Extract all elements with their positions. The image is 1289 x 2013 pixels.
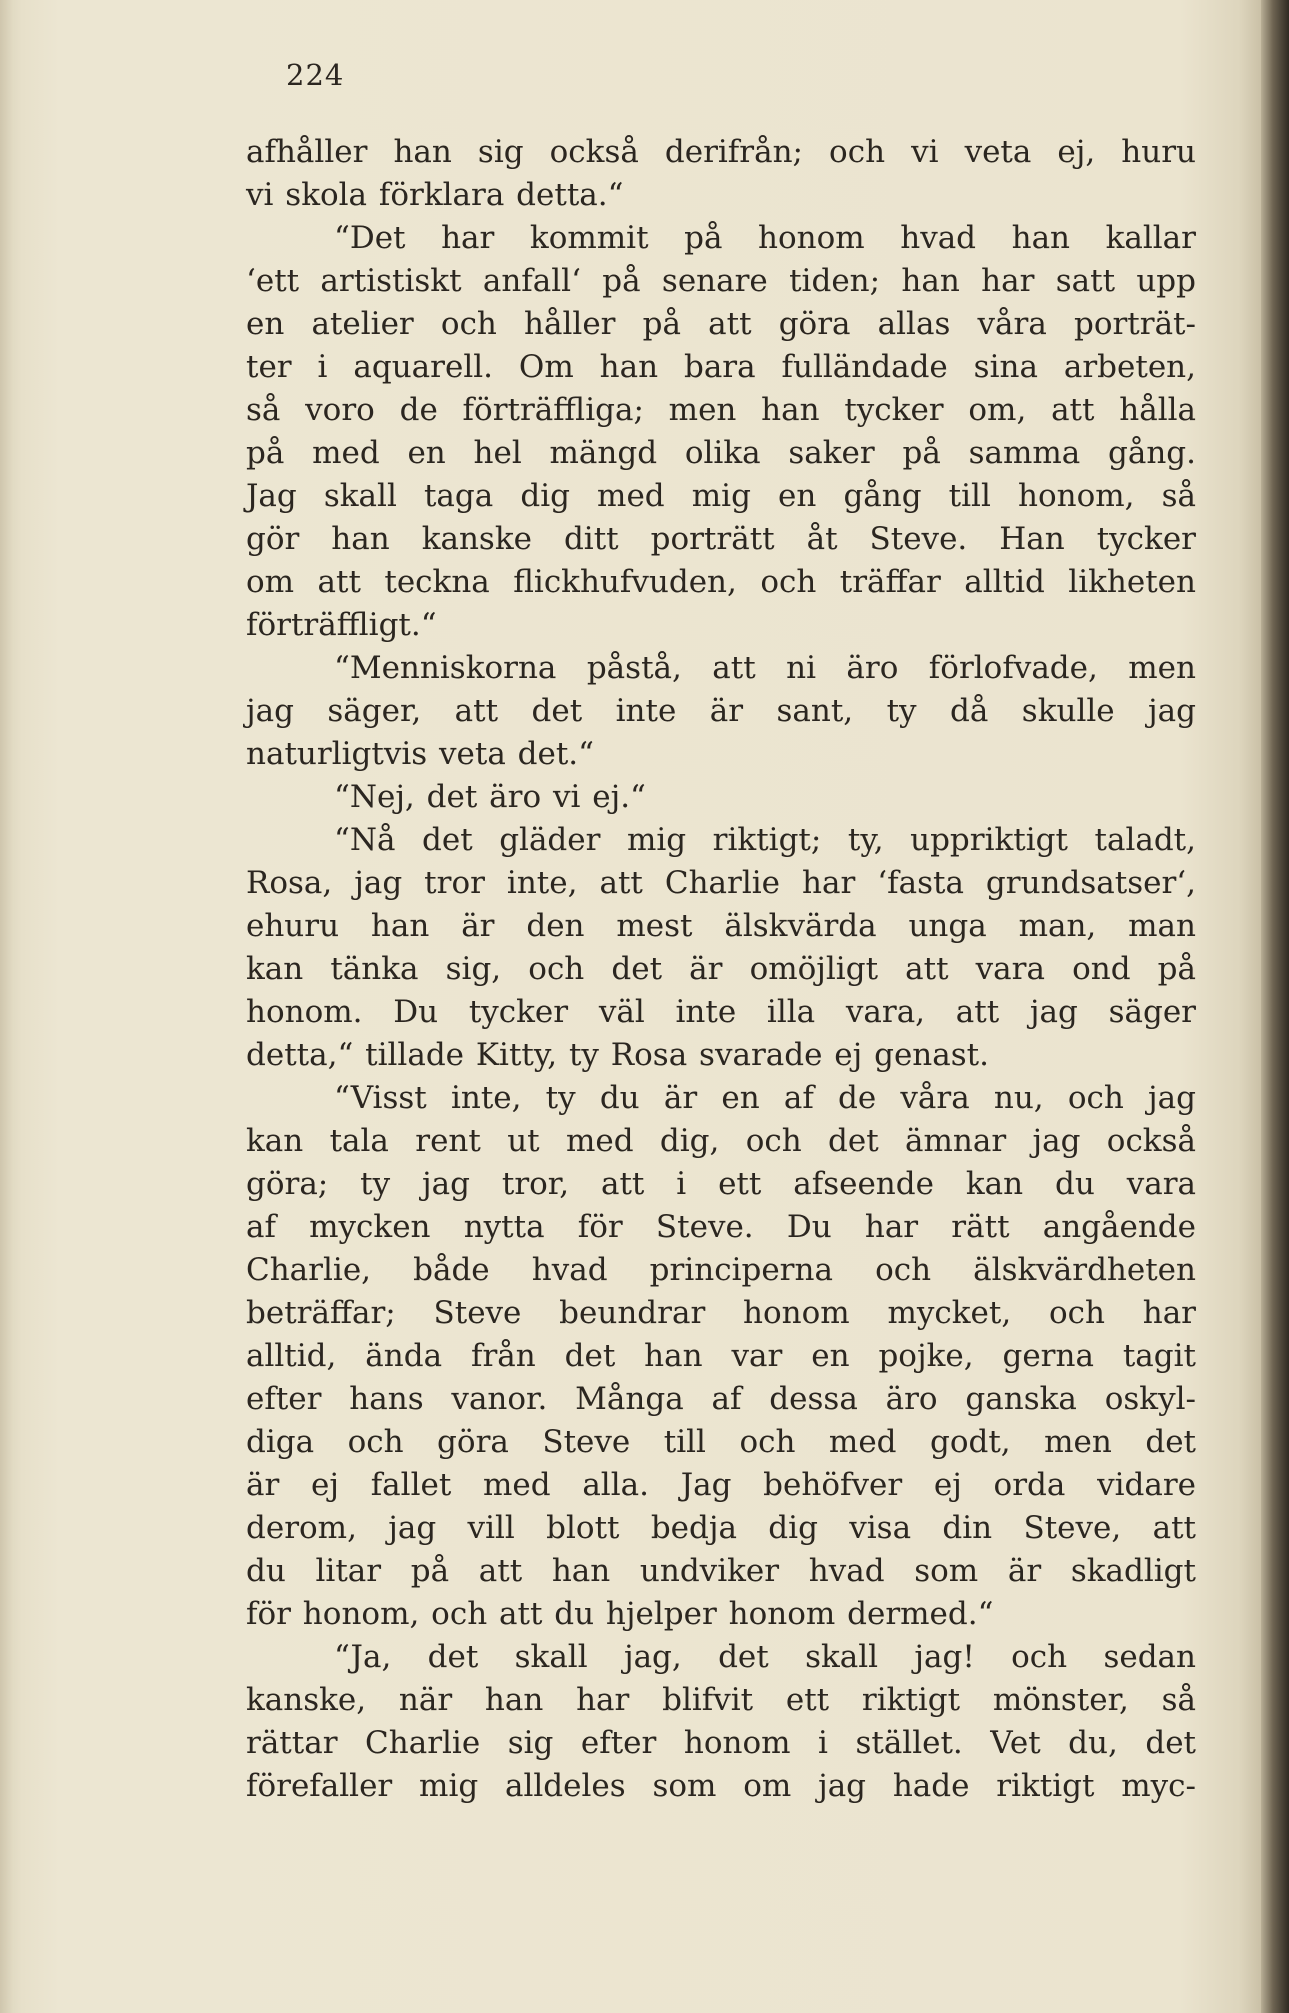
text-line: diga och göra Steve till och med godt, men det: [246, 1424, 1196, 1460]
text-line: så voro de förträffliga; men han tycker om, att hålla: [246, 392, 1196, 428]
body-text: [246, 131, 1196, 1808]
page-number: 224: [286, 58, 345, 92]
text-line: “Menniskorna påstå, att ni äro förlofvade, men: [334, 650, 1196, 686]
text-line: om att teckna flickhufvuden, och träffar alltid likheten: [246, 564, 1196, 600]
text-line: jag säger, att det inte är sant, ty då skulle jag: [246, 693, 1196, 729]
text-line: naturligtvis veta det.“: [246, 736, 595, 772]
text-line: förefaller mig alldeles som om jag hade riktigt myc-: [246, 1768, 1196, 1804]
text-line: gör han kanske ditt porträtt åt Steve. Han tycker: [246, 521, 1196, 557]
text-line: “Visst inte, ty du är en af de våra nu, och jag: [334, 1080, 1196, 1116]
text-line: beträffar; Steve beundrar honom mycket, och har: [246, 1295, 1196, 1331]
text-line: förträffligt.“: [246, 607, 437, 643]
page-left-edge: [0, 0, 14, 2013]
text-line: göra; ty jag tror, att i ett afseende kan du vara: [246, 1166, 1196, 1202]
text-line: efter hans vanor. Många af dessa äro ganska oskyl-: [246, 1381, 1196, 1417]
text-line: kan tänka sig, och det är omöjligt att vara ond på: [246, 951, 1196, 987]
text-line: “Det har kommit på honom hvad han kallar: [334, 220, 1196, 256]
text-line: ter i aquarell. Om han bara fulländade sina arbeten,: [246, 349, 1196, 385]
page-gutter-shadow: [1261, 0, 1289, 2013]
text-line: detta,“ tillade Kitty, ty Rosa svarade ej genast.: [246, 1037, 989, 1073]
text-line: kanske, när han har blifvit ett riktigt mönster, så: [246, 1682, 1196, 1718]
text-line: “Nej, det äro vi ej.“: [334, 779, 646, 815]
text-line: rättar Charlie sig efter honom i stället. Vet du, det: [246, 1725, 1196, 1761]
text-line: kan tala rent ut med dig, och det ämnar jag också: [246, 1123, 1196, 1159]
text-line: är ej fallet med alla. Jag behöfver ej orda vidare: [246, 1467, 1196, 1503]
text-line: afhåller han sig också derifrån; och vi veta ej, huru: [246, 134, 1196, 170]
text-line: Jag skall taga dig med mig en gång till honom, så: [246, 478, 1196, 514]
text-line: derom, jag vill blott bedja dig visa din Steve, att: [246, 1510, 1196, 1546]
text-line: på med en hel mängd olika saker på samma gång.: [246, 435, 1196, 471]
text-line: Charlie, både hvad principerna och älskvärdheten: [246, 1252, 1196, 1288]
text-line: “Ja, det skall jag, det skall jag! och sedan: [334, 1639, 1196, 1675]
text-line: alltid, ända från det han var en pojke, gerna tagit: [246, 1338, 1196, 1374]
text-line: ehuru han är den mest älskvärda unga man, man: [246, 908, 1196, 944]
text-line: ‘ett artistiskt anfall‘ på senare tiden; han har satt upp: [246, 263, 1196, 299]
text-line: af mycken nytta för Steve. Du har rätt angående: [246, 1209, 1196, 1245]
text-line: för honom, och att du hjelper honom dermed.“: [246, 1596, 994, 1632]
text-line: Rosa, jag tror inte, att Charlie har ‘fasta grundsatser‘,: [246, 865, 1196, 901]
text-line: du litar på att han undviker hvad som är skadligt: [246, 1553, 1196, 1589]
text-line: “Nå det gläder mig riktigt; ty, uppriktigt taladt,: [334, 822, 1196, 858]
text-line: vi skola förklara detta.“: [246, 177, 624, 213]
text-line: en atelier och håller på att göra allas våra porträt-: [246, 306, 1196, 342]
text-line: honom. Du tycker väl inte illa vara, att jag säger: [246, 994, 1196, 1030]
